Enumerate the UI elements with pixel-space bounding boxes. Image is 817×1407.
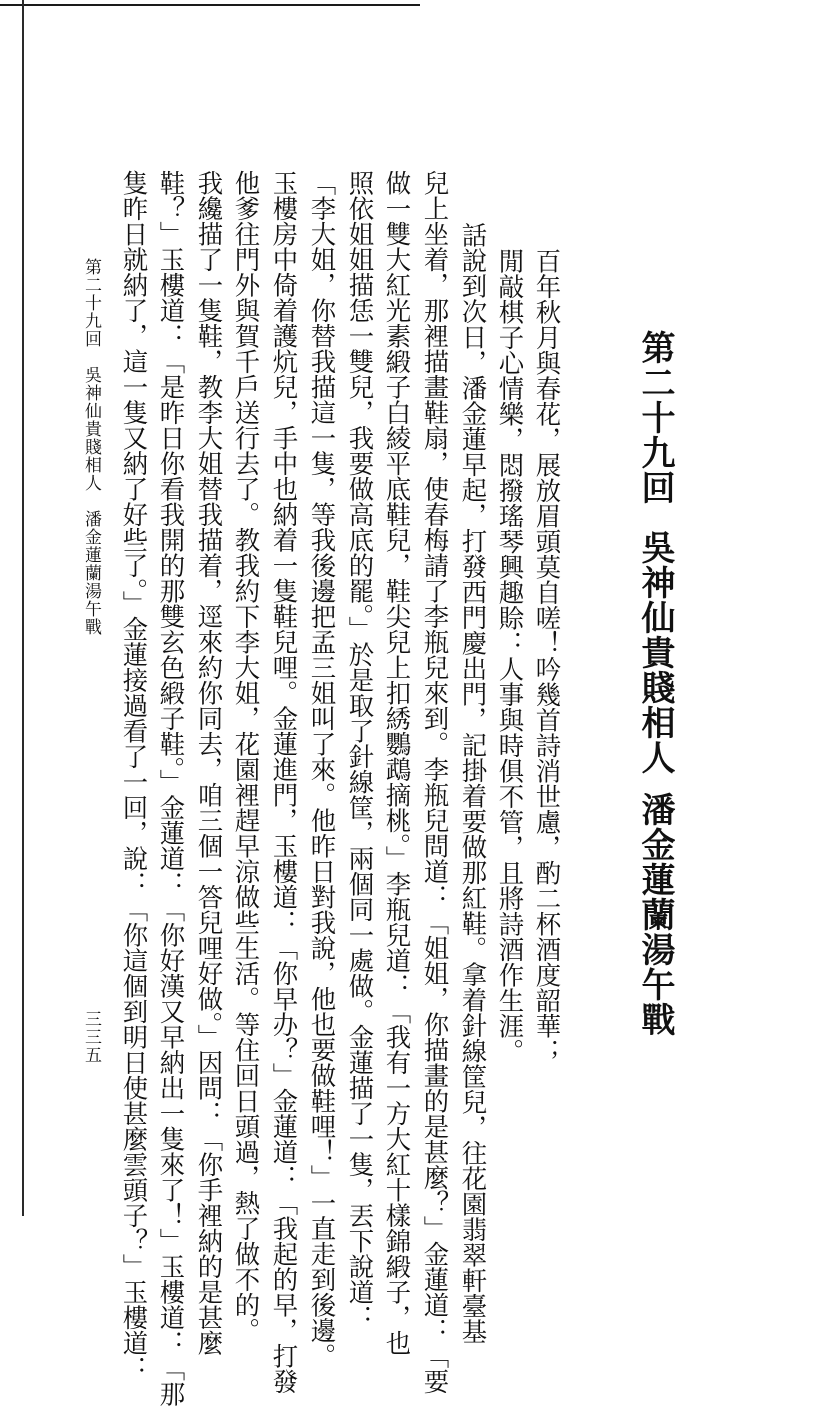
body-line-6: 玉樓房中倚着護炕兒，手中也納着一隻鞋兒哩。金蓮進門，玉樓道：「你早办？」金蓮道：「我起的早，打發 (269, 170, 300, 1394)
body-line-2: 兒上坐着，那裡描畫鞋扇，使春梅請了李瓶兒來到。李瓶兒問道：「姐姐，你描畫的是甚麼？」金蓮道：「要 (420, 170, 451, 1394)
poem-line-2: 閒敲棋子心情樂，悶撥瑤琴興趣賒：人事與時俱不管，且將詩酒作生涯。 (495, 248, 526, 1064)
body-line-8: 我纔描了一隻鞋，教李大姐替我描着，逕來約你同去，咱三個一答兒哩好做。」因問：「你手裡納的是甚麼 (194, 170, 225, 1356)
body-line-4: 照依姐姐描恁一雙兒，我要做高底的罷。」於是取了針線筐，兩個同一處做。金蓮描了一隻，丟下說道： (345, 170, 376, 1331)
body-line-7: 他爹往門外與賀千戶送行去了。教我約下李大姐，花園裡趕早涼做些生活。等住回日頭過，熱了做不的。 (231, 170, 262, 1343)
body-line-1: 話說到次日，潘金蓮早起，打發西門慶出門，記掛着要做那紅鞋。拿着針線筐兒，往花園翡翠軒臺基 (458, 222, 489, 1344)
running-head: 第二十九回 吳神仙貴賤相人 潘金蓮蘭湯午戰 (81, 258, 101, 636)
left-border-rule (22, 0, 24, 1216)
body-line-3: 做一雙大紅光素緞子白綾平底鞋兒，鞋尖兒上扣綉鸚鵡摘桃。」李瓶兒道：「我有一方大紅十樣錦緞子，也 (382, 170, 413, 1356)
body-line-5: 「李大姐，你替我描這一隻，等我後邊把孟三姐叫了來。他昨日對我說，他也要做鞋哩！」一直走到後邊。 (307, 170, 338, 1369)
chapter-title-part-a: 吳神仙貴賤相人 (635, 530, 675, 775)
body-line-10: 隻昨日就納了，這一隻又納了好些了。」金蓮接過看了一回，說：「你這個到明日使甚麼雲頭子？」玉樓道： (119, 170, 150, 1382)
chapter-number: 第二十九回 (635, 330, 675, 505)
page-number: 三三五 (81, 1010, 101, 1064)
chapter-title-part-b: 潘金蓮蘭湯午戰 (635, 792, 675, 1037)
body-line-9: 鞋？」玉樓道：「是昨日你看我開的那雙玄色緞子鞋。」金蓮道：「你好漢又早納出一隻來了！」玉樓道：「那 (156, 170, 187, 1407)
poem-line-1: 百年秋月與春花，展放眉頭莫自嗟！吟幾首詩消世慮，酌二杯酒度韶華； (532, 248, 563, 1064)
top-border-rule (0, 4, 420, 6)
